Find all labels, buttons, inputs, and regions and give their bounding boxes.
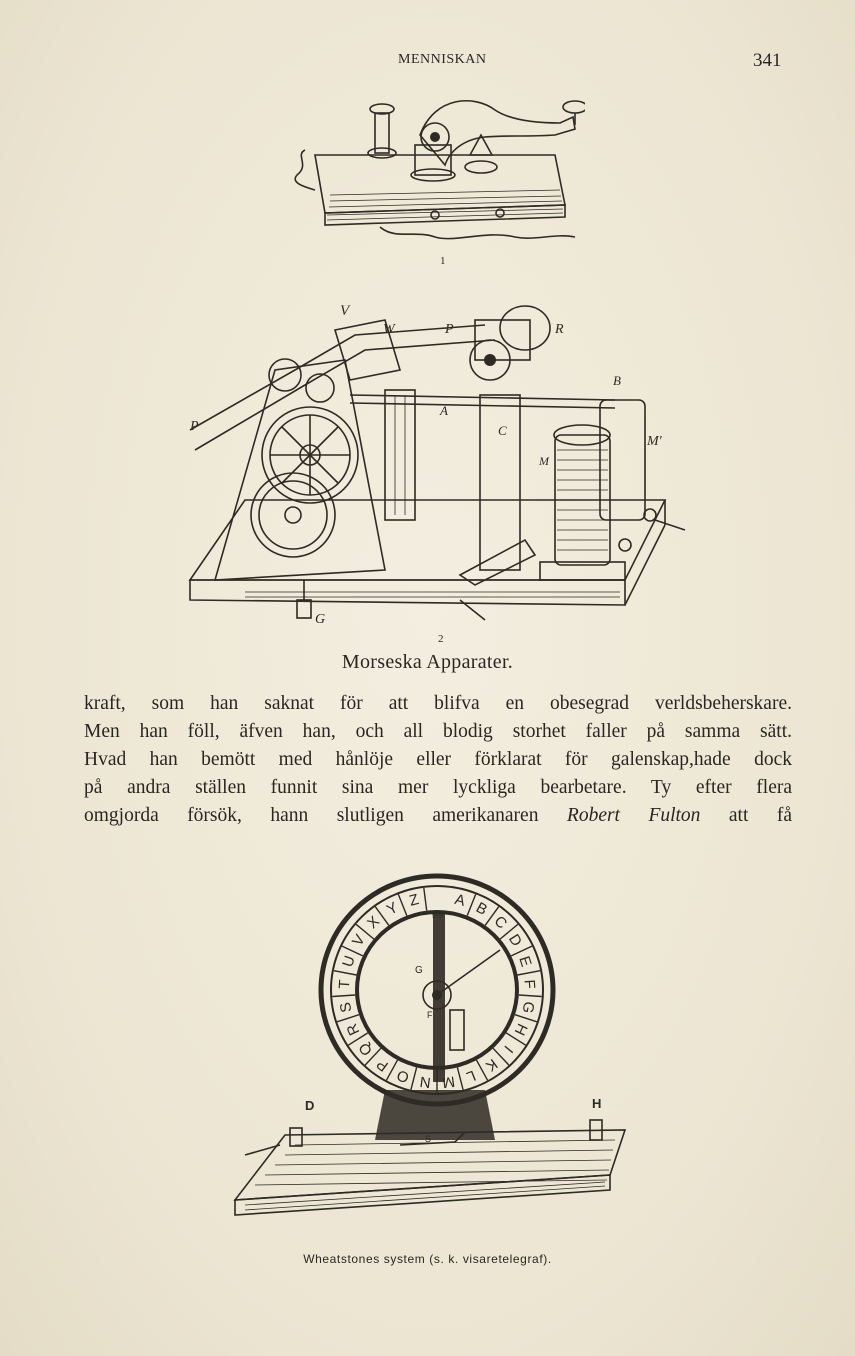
body-line-last-after: att få [700, 805, 792, 826]
dial-letter: E [515, 954, 535, 969]
running-head [0, 50, 855, 72]
dial-letter: H [510, 1020, 531, 1038]
dial-separator [334, 971, 357, 975]
dial-letter: N [418, 1072, 432, 1091]
fig3-label-G: G [415, 965, 423, 976]
fig2-label-R: R [555, 322, 564, 337]
fig3-label-F: F [427, 1010, 433, 1020]
dial-top-mark: 5¹5 [431, 913, 443, 920]
figure-number-2: 2 [438, 633, 444, 645]
body-line-last-before: omgjorda försök, hann slutligen amerikanaren [84, 805, 567, 826]
dial-separator [518, 971, 541, 975]
dial-separator [332, 995, 355, 997]
dial-letter: Y [383, 899, 401, 919]
dial-letter: G [518, 999, 538, 1015]
dial-separator [515, 1015, 537, 1022]
morse-register-illustration [185, 300, 695, 645]
dial-letter: I [500, 1041, 517, 1057]
figure-caption-wheatstone: Wheatstones system (s. k. visaretelegraf). [303, 1252, 552, 1266]
dial-letter: R [343, 1020, 364, 1038]
dial-letter: X [364, 912, 384, 933]
dial-separator [337, 1015, 359, 1022]
figure-number-1: 1 [440, 255, 446, 267]
dial-letter: S [336, 1000, 356, 1014]
body-line: Hvad han bemött med hånlöje eller förklarat för galenskap,hade dock [84, 749, 792, 770]
dial-letter: F [520, 979, 539, 990]
fig2-label-P-top: P [445, 322, 454, 337]
dial-separator [457, 1068, 463, 1090]
fig3-label-H: H [592, 1096, 602, 1111]
person-name: Robert Fulton [566, 805, 701, 826]
fig2-label-M-prime: M' [647, 434, 662, 449]
fig3-label-D: D [305, 1098, 315, 1113]
body-line: kraft, som han saknat för att blifva en obesegrad verldsbeherskare. [84, 693, 792, 714]
body-line: Men han föll, äfven han, och all blodig storhet faller på samma sätt. [84, 721, 792, 742]
body-paragraph [84, 690, 792, 830]
page-number: 341 [753, 50, 782, 71]
fig2-label-A: A [440, 403, 448, 418]
fig2-label-B: B [613, 373, 621, 388]
fig2-label-W: W [383, 322, 395, 337]
fig2-label-G: G [315, 612, 326, 627]
dial-letter: D [504, 931, 526, 950]
fig2-label-C: C [498, 423, 507, 438]
dial-letter: Z [407, 891, 421, 910]
dial-letter: P [373, 1054, 392, 1075]
dial-letter: L [464, 1066, 479, 1086]
dial-letter: A [453, 890, 467, 910]
wheatstone-dial-telegraph-illustration [225, 870, 635, 1240]
dial-separator [519, 995, 542, 997]
figure-caption-morse: Morseska Apparater. [341, 651, 514, 673]
morse-key-illustration [285, 95, 585, 267]
body-line-last [84, 802, 792, 830]
fig3-label-S: S [425, 1134, 432, 1144]
dial-letter: U [339, 953, 359, 970]
fig2-label-M: M [539, 454, 549, 468]
fig2-label-P-left: P [190, 419, 199, 434]
running-title: MENNISKAN [398, 52, 487, 67]
dial-letter: V [349, 931, 369, 950]
dial-letter: K [482, 1054, 501, 1075]
dial-letter: C [490, 912, 511, 933]
dial-letter: B [473, 899, 491, 919]
dial-letter: O [394, 1065, 412, 1087]
dial-letter: T [335, 979, 354, 990]
dial-letter: Q [355, 1039, 376, 1059]
fig2-label-V: V [340, 303, 350, 319]
dial-letter: M [441, 1072, 456, 1092]
dial-separator [424, 888, 427, 911]
body-line: på andra ställen funnit sina mer lyckliga bearbetare. Ty efter flera [84, 777, 792, 798]
